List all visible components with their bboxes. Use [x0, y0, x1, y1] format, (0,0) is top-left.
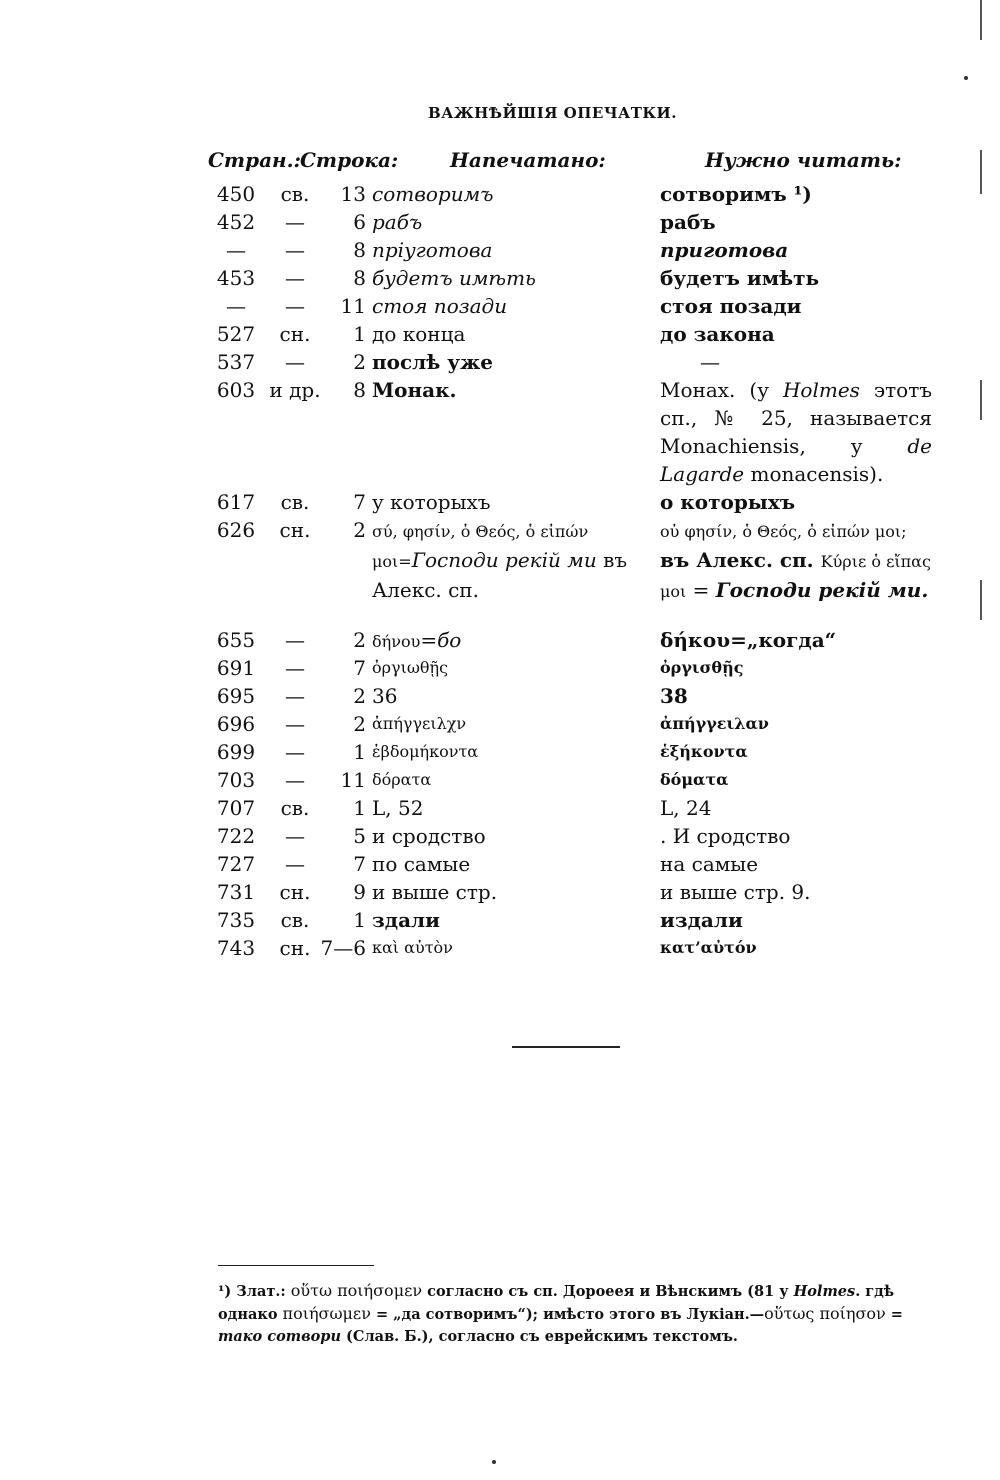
page-number: 696 [216, 712, 256, 736]
printed-text: здали [372, 908, 440, 932]
section-divider [512, 1046, 620, 1048]
page-number: 617 [216, 490, 256, 514]
correct-text: ἀπήγγειλαν [660, 714, 769, 733]
line-number: 7 [353, 852, 366, 876]
footnote [218, 1280, 938, 1348]
page-number: 527 [216, 322, 256, 346]
line-number: 9 [353, 880, 366, 904]
printed-text: рабъ [372, 210, 423, 234]
page-number: 731 [216, 880, 256, 904]
line-number: 8 [353, 238, 366, 262]
header-read: Нужно читать: [705, 148, 902, 172]
correct-text: о которыхъ [660, 490, 796, 514]
correct-text: стоя позади [660, 294, 802, 318]
printed-text: сотворимъ [372, 182, 494, 206]
scan-speck [964, 76, 968, 80]
printed-italic: =бо [420, 628, 462, 652]
line-number: 6 [353, 210, 366, 234]
scan-margin-mark [980, 380, 982, 420]
header-printed: Напечатано: [450, 148, 606, 172]
printed-text: Монак. [372, 378, 457, 402]
page-number: 691 [216, 656, 256, 680]
page-number: 603 [216, 378, 256, 402]
line-number: 1 [353, 796, 366, 820]
correct-text-part: Монах. (у [660, 378, 783, 402]
footnote-greek: οὕτως ποίησον [764, 1304, 886, 1323]
position: — [285, 684, 305, 708]
correct-text: δήκου=„когда“ [660, 628, 837, 652]
correct-text: приготова [660, 238, 789, 262]
position: — [285, 210, 305, 234]
position: св. [280, 182, 310, 206]
correct-text: издали [660, 908, 743, 932]
printed-italic: Господи рекій ми [411, 548, 597, 572]
position: — [285, 656, 305, 680]
correct-text: — [700, 350, 720, 374]
position: сн. [279, 880, 311, 904]
correct-text: 38 [660, 684, 688, 708]
printed-text: ἐβδομήκοντα [372, 742, 479, 761]
scan-margin-mark [980, 150, 982, 194]
correct-text-italic: Holmes [782, 378, 860, 402]
printed-text: до конца [372, 322, 466, 346]
position: сн. [279, 322, 311, 346]
position: — [285, 824, 305, 848]
correct-text: . И сродство [660, 824, 791, 848]
footnote-italic: тако сотвори [218, 1328, 341, 1345]
printed-text: и сродство [372, 824, 486, 848]
correct-text: рабъ [660, 210, 716, 234]
correct-text: на самые [660, 852, 759, 876]
position: — [285, 294, 305, 318]
correct-text: ὀργισθῇς [660, 658, 744, 677]
position: — [285, 238, 305, 262]
correct-text-part: въ Алекс. сп. [660, 548, 821, 572]
footnote-text: = [885, 1306, 903, 1323]
page-title: ВАЖНѢЙШІЯ ОПЕЧАТКИ. [428, 104, 677, 122]
position: — [285, 740, 305, 764]
correct-text-italic: Господи рекій ми. [715, 578, 929, 602]
correct-text-part: monacensis). [744, 462, 884, 486]
scan-margin-mark [980, 580, 982, 620]
page-number: — [226, 294, 246, 318]
footnote-text: . гдѣ однако [218, 1283, 895, 1323]
correct-text [660, 516, 932, 606]
page-number: 722 [216, 824, 256, 848]
printed-text: и выше стр. [372, 880, 498, 904]
position: св. [280, 796, 310, 820]
correct-greek: Κύριε ὁ εἴπας μοι [660, 552, 931, 601]
printed-greek: σύ, φησίν, ὁ Θεός, ὁ εἰπών μοι= [372, 522, 589, 571]
printed-text: ὀργιωθῇς [372, 658, 449, 677]
page-number: 626 [216, 518, 256, 542]
position: — [285, 852, 305, 876]
line-number: 1 [353, 322, 366, 346]
page-number: 452 [216, 210, 256, 234]
correct-text: и выше стр. 9. [660, 880, 811, 904]
page-number: 735 [216, 908, 256, 932]
scan-margin-mark [980, 0, 982, 40]
footnote-greek: ποιήσωμεν [282, 1304, 371, 1323]
footnote-text: ¹) Злат.: [218, 1283, 291, 1300]
printed-text: ἀπήγγειλχν [372, 714, 467, 733]
position: и др. [269, 378, 321, 402]
correct-text: сотворимъ ¹) [660, 182, 812, 206]
line-number: 1 [353, 740, 366, 764]
printed-text: у которыхъ [372, 490, 491, 514]
printed-greek: δήνου [372, 632, 421, 651]
printed-text: καὶ αὐτὸν [372, 938, 453, 957]
footnote-greek: οὕτω ποιήσομεν [290, 1281, 423, 1300]
position: св. [280, 908, 310, 932]
correct-text [660, 376, 932, 488]
page-number: 695 [216, 684, 256, 708]
printed-text: пріуготова [372, 238, 493, 262]
line-number: 1 [353, 908, 366, 932]
correct-greek: οὐ φησίν, ὁ Θεός, ὁ εἰπών μοι; [660, 522, 907, 541]
line-number: 2 [353, 684, 366, 708]
printed-text: будетъ имѣть [372, 266, 536, 290]
printed-text: L, 52 [372, 796, 424, 820]
footnote-italic: Holmes [793, 1283, 856, 1300]
page-number: 707 [216, 796, 256, 820]
printed-text: послѣ уже [372, 350, 494, 374]
position: — [285, 628, 305, 652]
printed-text [372, 626, 642, 656]
header-line: Строка: [300, 148, 399, 172]
scan-speck [492, 1460, 496, 1464]
line-number: 11 [340, 768, 366, 792]
printed-text: по самые [372, 852, 471, 876]
page-number: 655 [216, 628, 256, 652]
line-number: 8 [353, 266, 366, 290]
printed-text [372, 516, 640, 604]
printed-text: δόρατα [372, 770, 432, 789]
footnote-text: = „да сотворимъ“); имѣсто этого въ Лукіан.— [370, 1306, 765, 1323]
position: — [285, 350, 305, 374]
page-number: 703 [216, 768, 256, 792]
page-number: 743 [216, 936, 256, 960]
line-number: 2 [353, 350, 366, 374]
position: — [285, 712, 305, 736]
correct-text: L, 24 [660, 796, 712, 820]
correct-text: κατ’αὐτόν [660, 938, 757, 957]
footnote-text: согласно съ сп. Дороеея и Вѣнскимъ (81 у [422, 1283, 794, 1300]
line-number: 5 [353, 824, 366, 848]
line-number: 2 [353, 712, 366, 736]
correct-text-part: = [686, 578, 716, 602]
page-number: 450 [216, 182, 256, 206]
position: сн. [279, 936, 311, 960]
line-number: 7 [353, 490, 366, 514]
line-number: 7 [353, 656, 366, 680]
correct-text: будетъ имѣть [660, 266, 820, 290]
printed-text: стоя позади [372, 294, 508, 318]
position: — [285, 266, 305, 290]
line-number: 7—6 [320, 936, 366, 960]
position: сн. [279, 518, 311, 542]
printed-part: въ Алекс. сп. [372, 548, 628, 602]
header-page: Стран.: [208, 148, 301, 172]
line-number: 13 [340, 182, 366, 206]
position: св. [280, 490, 310, 514]
position: — [285, 768, 305, 792]
correct-text: до закона [660, 322, 775, 346]
page-number: 727 [216, 852, 256, 876]
page-number: — [226, 238, 246, 262]
line-number: 2 [353, 628, 366, 652]
page-number: 699 [216, 740, 256, 764]
line-number: 2 [353, 518, 366, 542]
page-number: 453 [216, 266, 256, 290]
correct-text-part: этотъ сп., № 25, называется Monachiensis, у [660, 378, 933, 458]
page-number: 537 [216, 350, 256, 374]
printed-text: 36 [372, 684, 398, 708]
correct-text: ἑξήκοντα [660, 742, 748, 761]
footnote-rule [218, 1265, 374, 1266]
line-number: 8 [353, 378, 366, 402]
footnote-text: (Слав. Б.), согласно съ еврейскимъ текстомъ. [341, 1328, 738, 1345]
correct-text-italic: de Lagarde [660, 434, 932, 486]
line-number: 11 [340, 294, 366, 318]
correct-text: δόματα [660, 770, 729, 789]
